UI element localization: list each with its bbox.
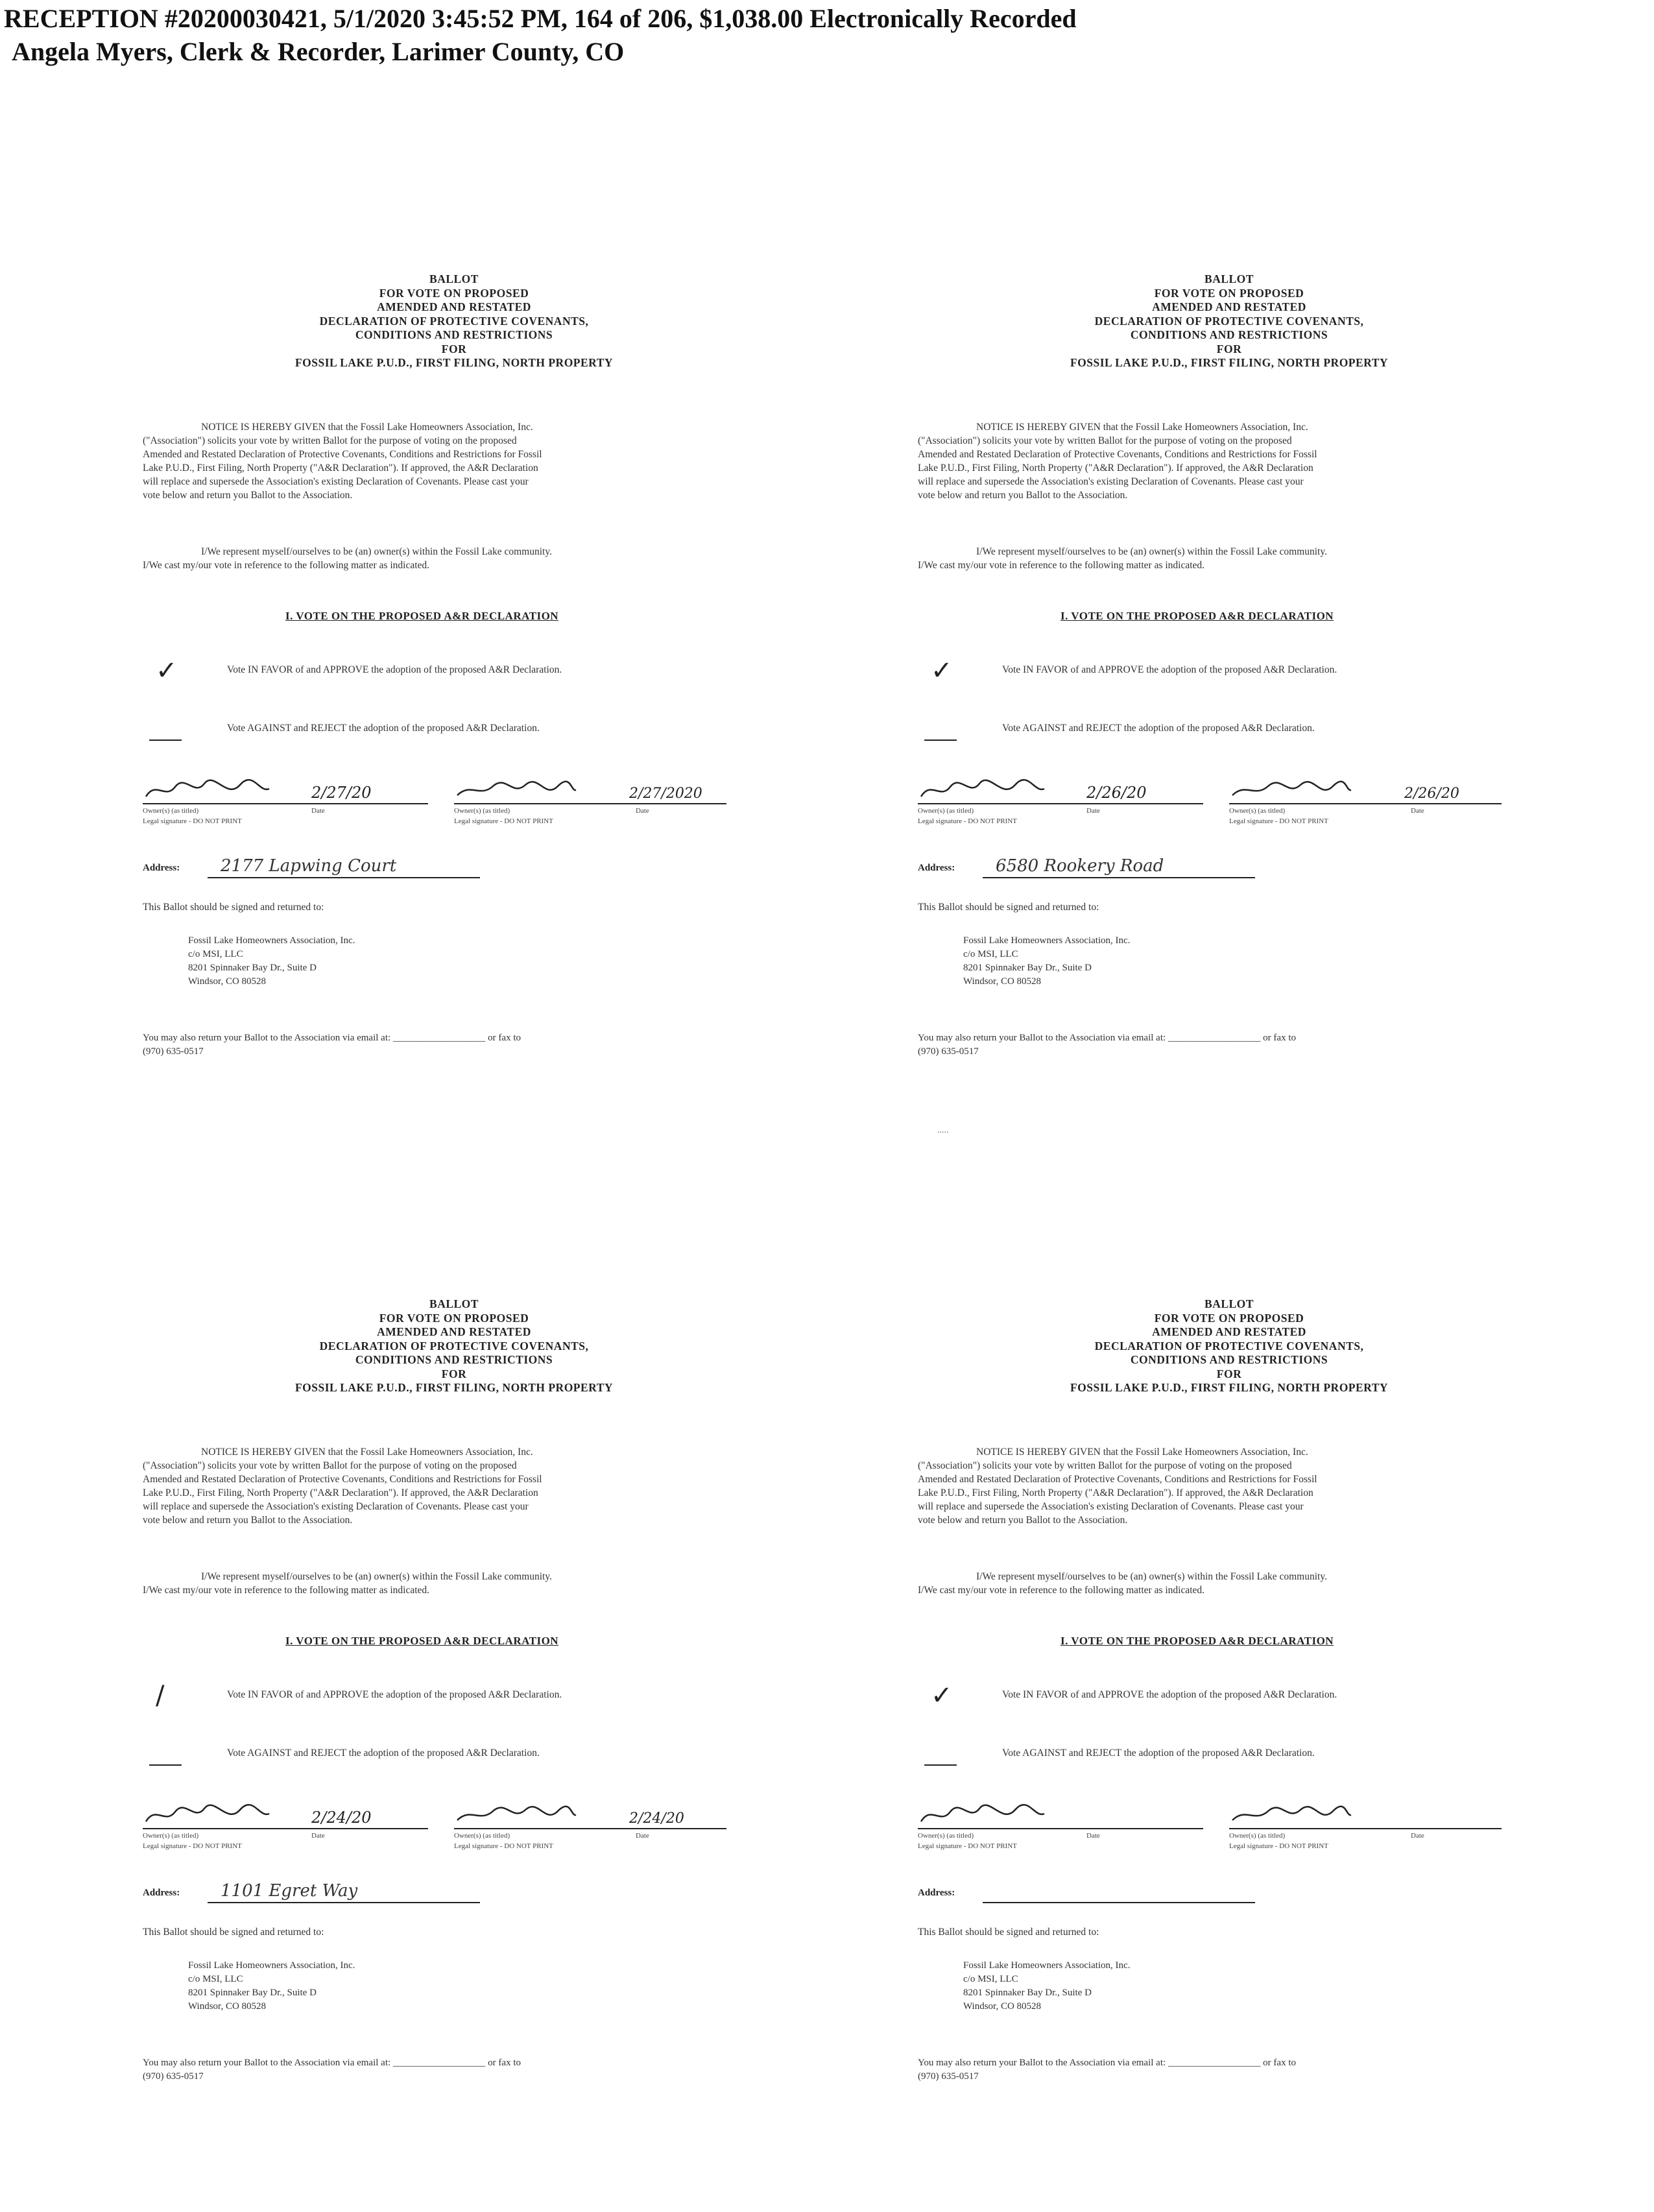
notice-line: Amended and Restated Declaration of Protective Covenants, Conditions and Restrictions for Fossil [143, 449, 542, 460]
ballot-title [918, 272, 1540, 370]
footer-line: You may also return your Ballot to the Association via email at: ___________________ or fax to [918, 1033, 1296, 1043]
notice-line: NOTICE IS HEREBY GIVEN that the Fossil Lake Homeowners Association, Inc. [201, 422, 533, 433]
owner-representation [143, 545, 765, 572]
title-line: FOR [441, 342, 467, 355]
vote-against-option[interactable] [918, 1745, 1540, 1771]
reception-line: RECEPTION #20200030421, 5/1/2020 3:45:52 PM, 164 of 206, $1,038.00 Electronically Recorded [4, 4, 1077, 33]
title-line: FOSSIL LAKE P.U.D., FIRST FILING, NORTH PROPERTY [294, 1381, 613, 1394]
address-line [983, 877, 1255, 878]
legal-signature-caption: Legal signature - DO NOT PRINT [454, 1842, 553, 1850]
ballot-card-1 [143, 272, 765, 1057]
notice-line: ("Association") solicits your vote by written Ballot for the purpose of voting on the proposed [918, 1460, 1292, 1471]
vote-favor-option[interactable] [918, 1681, 1540, 1713]
section-heading: I. VOTE ON THE PROPOSED A&R DECLARATION [285, 610, 559, 622]
notice-paragraph [918, 1445, 1540, 1527]
against-checkmark[interactable] [156, 1741, 201, 1767]
assoc-line: Fossil Lake Homeowners Association, Inc. [963, 1960, 1131, 1971]
signature-scrawl [918, 1802, 1048, 1828]
address-field[interactable] [143, 1881, 480, 1907]
owner-signature-block-2[interactable] [1229, 1797, 1502, 1850]
date-caption: Date [636, 807, 649, 815]
title-line: FOR [1216, 342, 1242, 355]
title-line: FOSSIL LAKE P.U.D., FIRST FILING, NORTH PROPERTY [294, 356, 613, 369]
owner-caption: Owner(s) (as titled) [143, 1832, 199, 1840]
notice-paragraph [918, 420, 1540, 502]
signature-date-1: 2/27/20 [311, 784, 372, 802]
title-line: DECLARATION OF PROTECTIVE COVENANTS, [1094, 314, 1364, 328]
vote-favor-option[interactable] [143, 1681, 765, 1713]
address-label: Address: [918, 863, 955, 873]
footer-line: You may also return your Ballot to the Association via email at: ___________________ or fax to [918, 2058, 1296, 2068]
assoc-line: 8201 Spinnaker Bay Dr., Suite D [963, 1988, 1092, 1998]
title-line: AMENDED AND RESTATED [377, 300, 531, 313]
section-heading: I. VOTE ON THE PROPOSED A&R DECLARATION [1061, 610, 1334, 622]
return-instructions: This Ballot should be signed and returned to: [918, 902, 1099, 913]
owner-caption: Owner(s) (as titled) [1229, 1832, 1286, 1840]
notice-line: Lake P.U.D., First Filing, North Property ("A&R Declaration"). If approved, the A&R Declaration [918, 1487, 1313, 1498]
vote-favor-text: Vote IN FAVOR of and APPROVE the adoption of the proposed A&R Declaration. [227, 664, 562, 675]
signature-date-1: 2/24/20 [311, 1809, 372, 1827]
represent-line: I/We represent myself/ourselves to be (an) owner(s) within the Fossil Lake community. [976, 546, 1327, 557]
signature-date-2: 2/24/20 [629, 1810, 684, 1827]
address-line [208, 1902, 480, 1903]
vote-against-text: Vote AGAINST and REJECT the adoption of the proposed A&R Declaration. [227, 1748, 540, 1759]
section-heading: I. VOTE ON THE PROPOSED A&R DECLARATION [1061, 1635, 1334, 1647]
title-line: DECLARATION OF PROTECTIVE COVENANTS, [1094, 1339, 1364, 1352]
signature-line [1229, 803, 1502, 804]
return-instructions: This Ballot should be signed and returned to: [143, 902, 324, 913]
association-address [188, 1959, 355, 2014]
notice-line: Lake P.U.D., First Filing, North Property ("A&R Declaration"). If approved, the A&R Declaration [143, 1487, 538, 1498]
address-field[interactable] [918, 1881, 1255, 1907]
return-instructions: This Ballot should be signed and returned to: [918, 1927, 1099, 1938]
legal-signature-caption: Legal signature - DO NOT PRINT [918, 817, 1017, 825]
assoc-line: c/o MSI, LLC [963, 1974, 1018, 1984]
notice-line: Amended and Restated Declaration of Protective Covenants, Conditions and Restrictions for Fossil [918, 449, 1317, 460]
assoc-line: 8201 Spinnaker Bay Dr., Suite D [963, 963, 1092, 973]
vote-against-option[interactable] [143, 1745, 765, 1771]
notice-paragraph [143, 1445, 765, 1527]
notice-line: ("Association") solicits your vote by written Ballot for the purpose of voting on the proposed [918, 435, 1292, 446]
ballot-title [918, 1297, 1540, 1395]
address-label: Address: [918, 1888, 955, 1898]
vote-against-option[interactable] [918, 720, 1540, 746]
footer-line: You may also return your Ballot to the Association via email at: ___________________ or fax to [143, 2058, 521, 2068]
represent-line: I/We cast my/our vote in reference to the following matter as indicated. [918, 560, 1205, 571]
address-field[interactable] [143, 856, 480, 882]
notice-line: NOTICE IS HEREBY GIVEN that the Fossil Lake Homeowners Association, Inc. [976, 1447, 1308, 1458]
signature-line [454, 1828, 726, 1829]
owner-signature-block-2[interactable] [454, 1797, 726, 1850]
footer-line: (970) 635-0517 [143, 2071, 204, 2082]
vote-favor-option[interactable] [918, 656, 1540, 688]
date-caption: Date [1411, 807, 1424, 815]
owner-caption: Owner(s) (as titled) [454, 1832, 510, 1840]
owner-signature-block-1[interactable] [143, 772, 428, 825]
address-value[interactable]: 1101 Egret Way [221, 1881, 358, 1901]
address-line [208, 877, 480, 878]
email-fax-footer [918, 2056, 1540, 2084]
signature-scrawl [1229, 777, 1352, 803]
signature-scrawl [454, 1802, 577, 1828]
notice-line: NOTICE IS HEREBY GIVEN that the Fossil Lake Homeowners Association, Inc. [976, 422, 1308, 433]
assoc-line: Fossil Lake Homeowners Association, Inc. [188, 935, 355, 946]
address-field[interactable] [918, 856, 1255, 882]
represent-line: I/We represent myself/ourselves to be (an) owner(s) within the Fossil Lake community. [201, 546, 552, 557]
assoc-line: Windsor, CO 80528 [188, 976, 267, 987]
notice-line: vote below and return you Ballot to the Association. [143, 490, 353, 501]
legal-signature-caption: Legal signature - DO NOT PRINT [1229, 817, 1328, 825]
vote-against-text: Vote AGAINST and REJECT the adoption of the proposed A&R Declaration. [1002, 1748, 1315, 1759]
owner-signature-block-1[interactable] [918, 772, 1203, 825]
legal-signature-caption: Legal signature - DO NOT PRINT [143, 1842, 242, 1850]
association-address [188, 934, 355, 989]
vote-favor-text: Vote IN FAVOR of and APPROVE the adoption of the proposed A&R Declaration. [227, 1689, 562, 1700]
date-caption: Date [1411, 1832, 1424, 1840]
signature-date-1: 2/26/20 [1086, 784, 1147, 802]
legal-signature-caption: Legal signature - DO NOT PRINT [918, 1842, 1017, 1850]
title-line: BALLOT [1205, 1297, 1254, 1310]
owner-signature-block-2[interactable] [1229, 772, 1502, 825]
vote-against-option[interactable] [143, 720, 765, 746]
notice-line: vote below and return you Ballot to the Association. [918, 1515, 1128, 1526]
ballot-card-3 [143, 1297, 765, 2082]
assoc-line: Fossil Lake Homeowners Association, Inc. [963, 935, 1131, 946]
vote-favor-text: Vote IN FAVOR of and APPROVE the adoption of the proposed A&R Declaration. [1002, 664, 1337, 675]
represent-line: I/We represent myself/ourselves to be (an) owner(s) within the Fossil Lake community. [201, 1571, 552, 1582]
date-caption: Date [311, 1832, 325, 1840]
return-instructions: This Ballot should be signed and returned to: [143, 1927, 324, 1938]
represent-line: I/We cast my/our vote in reference to the following matter as indicated. [143, 1585, 430, 1596]
notice-line: ("Association") solicits your vote by written Ballot for the purpose of voting on the proposed [143, 1460, 517, 1471]
title-line: AMENDED AND RESTATED [377, 1325, 531, 1338]
owner-caption: Owner(s) (as titled) [1229, 807, 1286, 815]
notice-paragraph [143, 420, 765, 502]
notice-line: will replace and supersede the Association's existing Declaration of Covenants. Please cast your [918, 1501, 1304, 1512]
footer-line: (970) 635-0517 [918, 2071, 979, 2082]
notice-line: vote below and return you Ballot to the Association. [918, 490, 1128, 501]
notice-line: will replace and supersede the Association's existing Declaration of Covenants. Please cast your [143, 1501, 529, 1512]
title-line: BALLOT [429, 272, 479, 285]
date-caption: Date [311, 807, 325, 815]
title-line: FOR VOTE ON PROPOSED [379, 1311, 529, 1325]
assoc-line: 8201 Spinnaker Bay Dr., Suite D [188, 1988, 317, 1998]
title-line: FOSSIL LAKE P.U.D., FIRST FILING, NORTH PROPERTY [1070, 1381, 1388, 1394]
title-line: FOSSIL LAKE P.U.D., FIRST FILING, NORTH PROPERTY [1070, 356, 1388, 369]
date-caption: Date [1086, 1832, 1100, 1840]
signature-scrawl [1229, 1802, 1352, 1828]
ballot-title [143, 1297, 765, 1395]
title-line: FOR VOTE ON PROPOSED [379, 286, 529, 300]
title-line: DECLARATION OF PROTECTIVE COVENANTS, [319, 1339, 589, 1352]
signature-date-2: 2/27/2020 [629, 786, 702, 802]
represent-line: I/We cast my/our vote in reference to the following matter as indicated. [918, 1585, 1205, 1596]
ballot-card-4 [918, 1297, 1540, 2082]
title-line: CONDITIONS AND RESTRICTIONS [355, 1353, 553, 1366]
notice-line: Amended and Restated Declaration of Protective Covenants, Conditions and Restrictions for Fossil [918, 1474, 1317, 1485]
association-address [963, 934, 1130, 989]
notice-line: Amended and Restated Declaration of Protective Covenants, Conditions and Restrictions for Fossil [143, 1474, 542, 1485]
address-value[interactable]: 2177 Lapwing Court [221, 856, 397, 876]
section-heading: I. VOTE ON THE PROPOSED A&R DECLARATION [285, 1635, 559, 1647]
owner-signature-block-1[interactable] [143, 1797, 428, 1850]
signature-scrawl [143, 1802, 272, 1828]
title-line: CONDITIONS AND RESTRICTIONS [355, 328, 553, 341]
footer-line: (970) 635-0517 [143, 1046, 204, 1057]
association-address [963, 1959, 1130, 2014]
title-line: FOR [441, 1367, 467, 1380]
vote-against-text: Vote AGAINST and REJECT the adoption of the proposed A&R Declaration. [227, 723, 540, 734]
title-line: CONDITIONS AND RESTRICTIONS [1130, 328, 1328, 341]
title-line: BALLOT [429, 1297, 479, 1310]
owner-caption: Owner(s) (as titled) [918, 1832, 974, 1840]
represent-line: I/We cast my/our vote in reference to the following matter as indicated. [143, 560, 430, 571]
signature-line [143, 803, 428, 804]
address-label: Address: [143, 863, 180, 873]
title-line: AMENDED AND RESTATED [1152, 300, 1306, 313]
owner-caption: Owner(s) (as titled) [143, 807, 199, 815]
signature-scrawl [454, 777, 577, 803]
address-line [983, 1902, 1255, 1903]
favor-checkmark[interactable]: ✓ [156, 656, 178, 686]
notice-line: Lake P.U.D., First Filing, North Property ("A&R Declaration"). If approved, the A&R Declaration [918, 463, 1313, 474]
owner-signature-block-1[interactable] [918, 1797, 1203, 1850]
legal-signature-caption: Legal signature - DO NOT PRINT [143, 817, 242, 825]
notice-line: NOTICE IS HEREBY GIVEN that the Fossil Lake Homeowners Association, Inc. [201, 1447, 533, 1458]
notice-line: will replace and supersede the Association's existing Declaration of Covenants. Please cast your [143, 476, 529, 487]
assoc-line: Windsor, CO 80528 [963, 976, 1042, 987]
assoc-line: c/o MSI, LLC [963, 949, 1018, 959]
assoc-line: Fossil Lake Homeowners Association, Inc. [188, 1960, 355, 1971]
legal-signature-caption: Legal signature - DO NOT PRINT [1229, 1842, 1328, 1850]
favor-checkmark[interactable]: / [156, 1681, 165, 1711]
assoc-line: c/o MSI, LLC [188, 949, 243, 959]
owner-representation [918, 545, 1540, 572]
notice-line: Lake P.U.D., First Filing, North Property ("A&R Declaration"). If approved, the A&R Declaration [143, 463, 538, 474]
favor-checkmark[interactable]: ✓ [931, 1681, 953, 1711]
signature-line [1229, 1828, 1502, 1829]
signature-line [918, 1828, 1203, 1829]
title-line: FOR VOTE ON PROPOSED [1154, 1311, 1304, 1325]
assoc-line: Windsor, CO 80528 [188, 2001, 267, 2012]
signature-date-2: 2/26/20 [1404, 786, 1459, 802]
recorder-line: Angela Myers, Clerk & Recorder, Larimer County, CO [12, 37, 625, 66]
title-line: CONDITIONS AND RESTRICTIONS [1130, 1353, 1328, 1366]
title-line: BALLOT [1205, 272, 1254, 285]
assoc-line: Windsor, CO 80528 [963, 2001, 1042, 2012]
signature-line [918, 803, 1203, 804]
owner-caption: Owner(s) (as titled) [454, 807, 510, 815]
against-checkmark[interactable] [931, 1741, 976, 1767]
ballot-card-2 [918, 272, 1540, 1057]
signature-line [143, 1828, 428, 1829]
owner-representation [918, 1570, 1540, 1597]
owner-caption: Owner(s) (as titled) [918, 807, 974, 815]
email-fax-footer [143, 2056, 765, 2084]
recording-header [4, 3, 1077, 69]
legal-signature-caption: Legal signature - DO NOT PRINT [454, 817, 553, 825]
address-label: Address: [143, 1888, 180, 1898]
represent-line: I/We represent myself/ourselves to be (an) owner(s) within the Fossil Lake community. [976, 1571, 1327, 1582]
footer-line: (970) 635-0517 [918, 1046, 979, 1057]
vote-against-text: Vote AGAINST and REJECT the adoption of the proposed A&R Declaration. [1002, 723, 1315, 734]
owner-signature-block-2[interactable] [454, 772, 726, 825]
title-line: DECLARATION OF PROTECTIVE COVENANTS, [319, 314, 589, 328]
footer-line: You may also return your Ballot to the Association via email at: ___________________ or fax to [143, 1033, 521, 1043]
title-line: AMENDED AND RESTATED [1152, 1325, 1306, 1338]
assoc-line: 8201 Spinnaker Bay Dr., Suite D [188, 963, 317, 973]
ballot-title [143, 272, 765, 370]
signature-line [454, 803, 726, 804]
title-line: FOR [1216, 1367, 1242, 1380]
stray-mark: ..... [937, 1125, 949, 1135]
email-fax-footer [918, 1031, 1540, 1059]
signature-scrawl [143, 777, 272, 803]
favor-checkmark[interactable]: ✓ [931, 656, 953, 686]
signature-scrawl [918, 777, 1048, 803]
assoc-line: c/o MSI, LLC [188, 1974, 243, 1984]
email-fax-footer [143, 1031, 765, 1059]
notice-line: will replace and supersede the Association's existing Declaration of Covenants. Please cast your [918, 476, 1304, 487]
title-line: FOR VOTE ON PROPOSED [1154, 286, 1304, 300]
notice-line: vote below and return you Ballot to the Association. [143, 1515, 353, 1526]
against-checkmark[interactable] [156, 716, 201, 742]
date-caption: Date [1086, 807, 1100, 815]
against-checkmark[interactable] [931, 716, 976, 742]
owner-representation [143, 1570, 765, 1597]
date-caption: Date [636, 1832, 649, 1840]
notice-line: ("Association") solicits your vote by written Ballot for the purpose of voting on the proposed [143, 435, 517, 446]
vote-favor-text: Vote IN FAVOR of and APPROVE the adoption of the proposed A&R Declaration. [1002, 1689, 1337, 1700]
address-value[interactable]: 6580 Rookery Road [996, 856, 1164, 876]
vote-favor-option[interactable] [143, 656, 765, 688]
